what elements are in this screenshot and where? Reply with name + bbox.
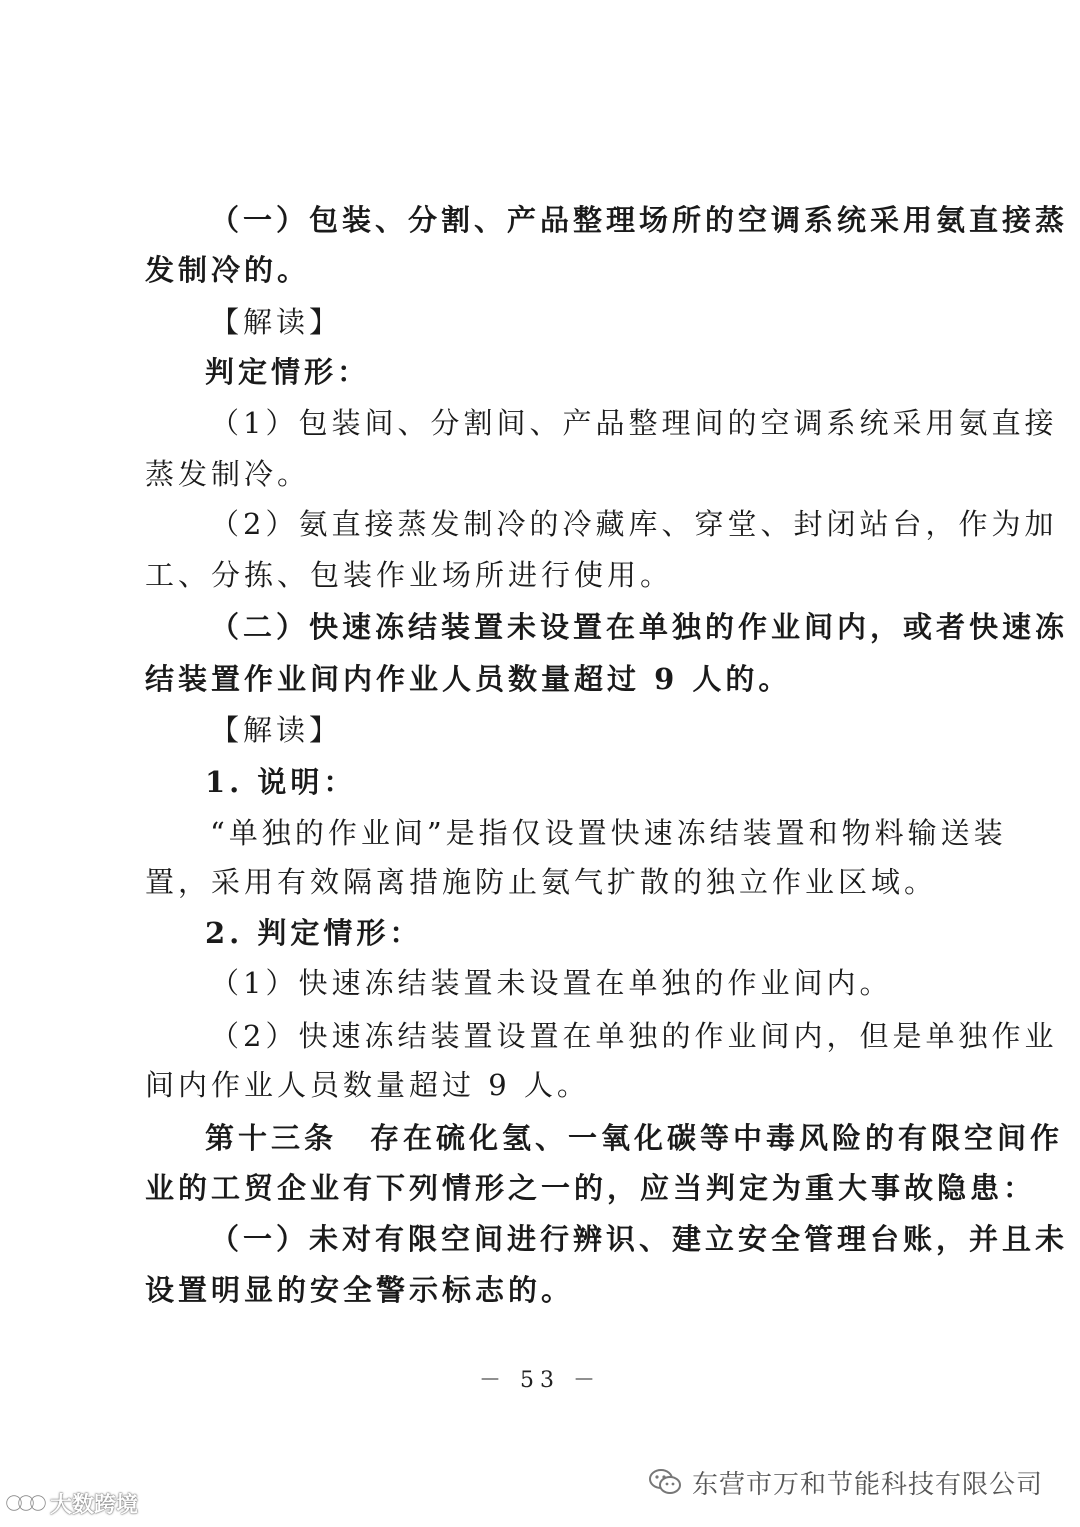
document-line: （2）快速冻结装置设置在单独的作业间内，但是单独作业	[210, 1019, 1058, 1053]
document-line: （二）快速冻结装置未设置在单独的作业间内，或者快速冻	[210, 610, 1069, 644]
brand-watermark	[6, 1486, 138, 1520]
document-line: 业的工贸企业有下列情形之一的，应当判定为重大事故隐患：	[145, 1171, 1037, 1205]
page-number: － 53 －	[479, 1368, 601, 1393]
document-line: 设置明显的安全警示标志的。	[145, 1273, 575, 1307]
document-line: 【解读】	[210, 305, 343, 339]
document-line: 发制冷的。	[145, 253, 311, 287]
document-line: 间内作业人员数量超过 9 人。	[145, 1068, 590, 1102]
document-line: “单独的作业间”是指仅设置快速冻结装置和物料输送装	[210, 816, 1007, 850]
document-line: 第十三条 存在硫化氢、一氧化碳等中毒风险的有限空间作	[205, 1121, 1064, 1155]
document-line: 结装置作业间内作业人员数量超过 9 人的。	[145, 662, 792, 696]
document-line: （1）包装间、分割间、产品整理间的空调系统采用氨直接	[210, 406, 1058, 440]
document-line: 1. 说明：	[205, 765, 357, 799]
document-line: 置，采用有效隔离措施防止氨气扩散的独立作业区域。	[145, 865, 938, 899]
document-line: （1）快速冻结装置未设置在单独的作业间内。	[210, 966, 893, 1000]
document-line: （一）包装、分割、产品整理场所的空调系统采用氨直接蒸	[210, 203, 1069, 237]
document-line: 工、分拣、包装作业场所进行使用。	[145, 558, 674, 592]
document-line: （一）未对有限空间进行辨识、建立安全管理台账，并且未	[210, 1222, 1069, 1256]
document-line: 蒸发制冷。	[145, 457, 311, 491]
wechat-watermark	[648, 1462, 1068, 1502]
logo-icon	[6, 1492, 46, 1514]
document-line: 判定情形：	[205, 355, 371, 389]
document-line: 2. 判定情形：	[205, 916, 423, 950]
watermark-brand-name: 大数跨境	[50, 1492, 139, 1518]
document-line: 【解读】	[210, 713, 343, 747]
watermark-company-name: 东营市万和节能科技有限公司	[692, 1469, 1044, 1500]
wechat-icon	[648, 1468, 682, 1496]
document-line: （2）氨直接蒸发制冷的冷藏库、穿堂、封闭站台，作为加	[210, 507, 1058, 541]
